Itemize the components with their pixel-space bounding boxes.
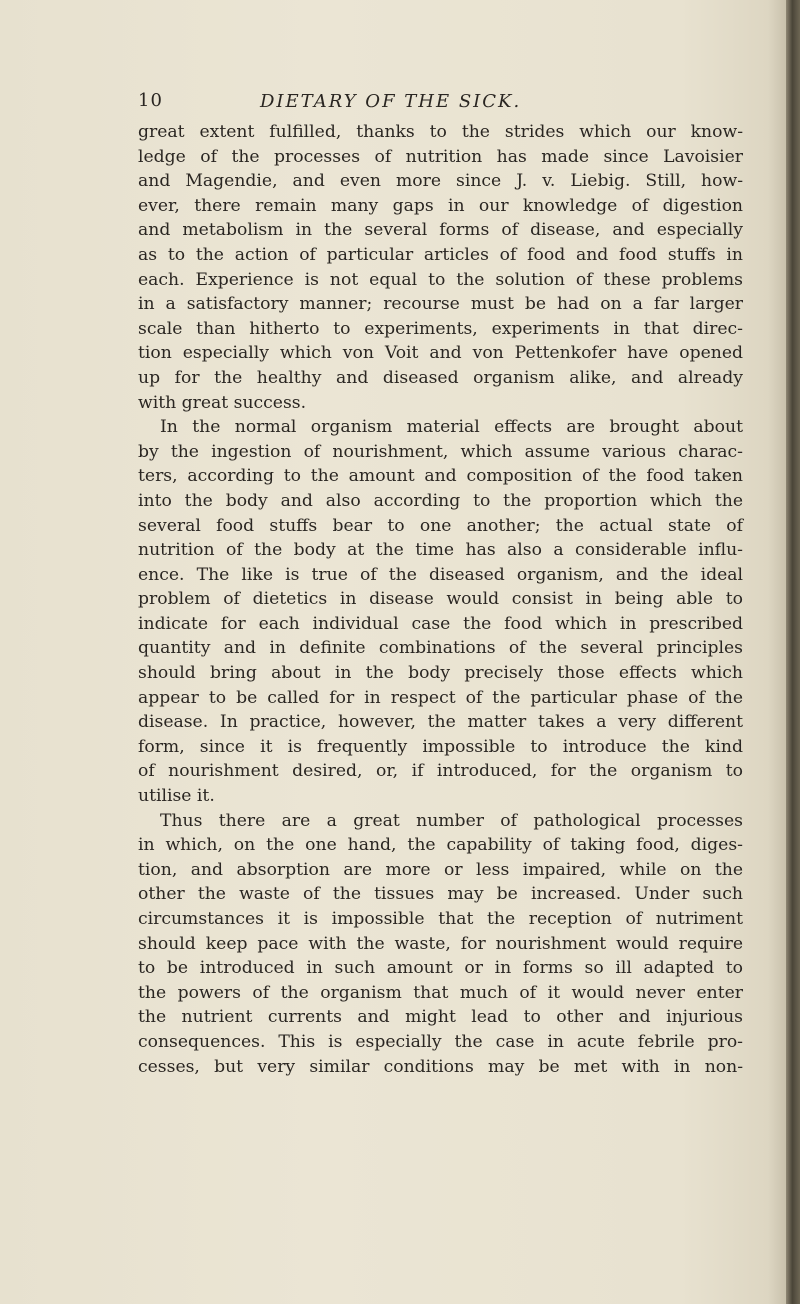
running-head [0, 90, 780, 120]
text-line: with great success. [138, 392, 307, 413]
text-line: and Magendie, and even more since J. v. Liebig. Still, how- [138, 171, 743, 192]
page-number: 10 [138, 90, 163, 111]
text-line: and metabolism in the several forms of disease, and especially [138, 220, 743, 241]
text-line: circumstances it is impossible that the reception of nutriment [138, 909, 743, 929]
text-line: consequences. This is especially the case in acute febrile pro- [138, 1031, 743, 1052]
text-line: tion especially which von Voit and von Pettenkofer have opened [138, 343, 743, 364]
text-line: tion, and absorption are more or less impaired, while on the [138, 859, 743, 880]
text-line: quantity and in definite combinations of the several principles [138, 638, 743, 659]
text-line: each. Experience is not equal to the solution of these problems [138, 269, 743, 290]
text-line: as to the action of particular articles of food and food stuffs in [138, 244, 743, 265]
body-text [138, 120, 743, 1079]
text-line: should keep pace with the waste, for nourishment would require [138, 933, 743, 954]
text-line: ledge of the processes of nutrition has made since Lavoisier [138, 146, 743, 167]
text-line: disease. In practice, however, the matter takes a very different [138, 712, 743, 733]
text-line: utilise it. [138, 786, 215, 807]
text-line: Thus there are a great number of pathological processes [160, 810, 743, 831]
text-line: ters, according to the amount and composition of the food taken [138, 466, 743, 487]
text-line: indicate for each individual case the food which in prescribed [138, 613, 743, 634]
text-line: in a satisfactory manner; recourse must be had on a far larger [138, 294, 743, 315]
text-line: ever, there remain many gaps in our knowledge of digestion [138, 195, 743, 216]
text-line: great extent fulfilled, thanks to the strides which our know- [138, 122, 743, 142]
text-line: the nutrient currents and might lead to other and injurious [138, 1007, 743, 1028]
text-line: into the body and also according to the proportion which the [138, 490, 743, 511]
text-line: cesses, but very similar conditions may be met with in non- [138, 1056, 743, 1077]
text-line: scale than hitherto to experiments, experiments in that direc- [138, 318, 743, 339]
text-line: problem of dietetics in disease would consist in being able to [138, 589, 743, 610]
text-line: by the ingestion of nourishment, which assume various charac- [138, 441, 743, 462]
text-line: in which, on the one hand, the capability of taking food, diges- [138, 835, 743, 856]
text-line: should bring about in the body precisely those effects which [138, 663, 743, 684]
text-line: the powers of the organism that much of it would never enter [138, 982, 743, 1003]
text-line: appear to be called for in respect of the particular phase of the [138, 687, 743, 708]
book-spine-edge [786, 0, 800, 1304]
text-line: other the waste of the tissues may be increased. Under such [138, 884, 743, 905]
text-line: ence. The like is true of the diseased organism, and the ideal [138, 564, 743, 585]
text-line: up for the healthy and diseased organism alike, and already [138, 367, 743, 388]
running-title: DIETARY OF THE SICK. [260, 91, 522, 112]
text-line: In the normal organism material effects are brought about [160, 417, 743, 438]
text-line: several food stuffs bear to one another; the actual state of [138, 515, 743, 536]
text-line: of nourishment desired, or, if introduced, for the organism to [138, 761, 743, 782]
text-line: to be introduced in such amount or in forms so ill adapted to [138, 958, 743, 979]
text-line: nutrition of the body at the time has also a considerable influ- [138, 540, 743, 561]
text-line: form, since it is frequently impossible to introduce the kind [138, 736, 743, 757]
